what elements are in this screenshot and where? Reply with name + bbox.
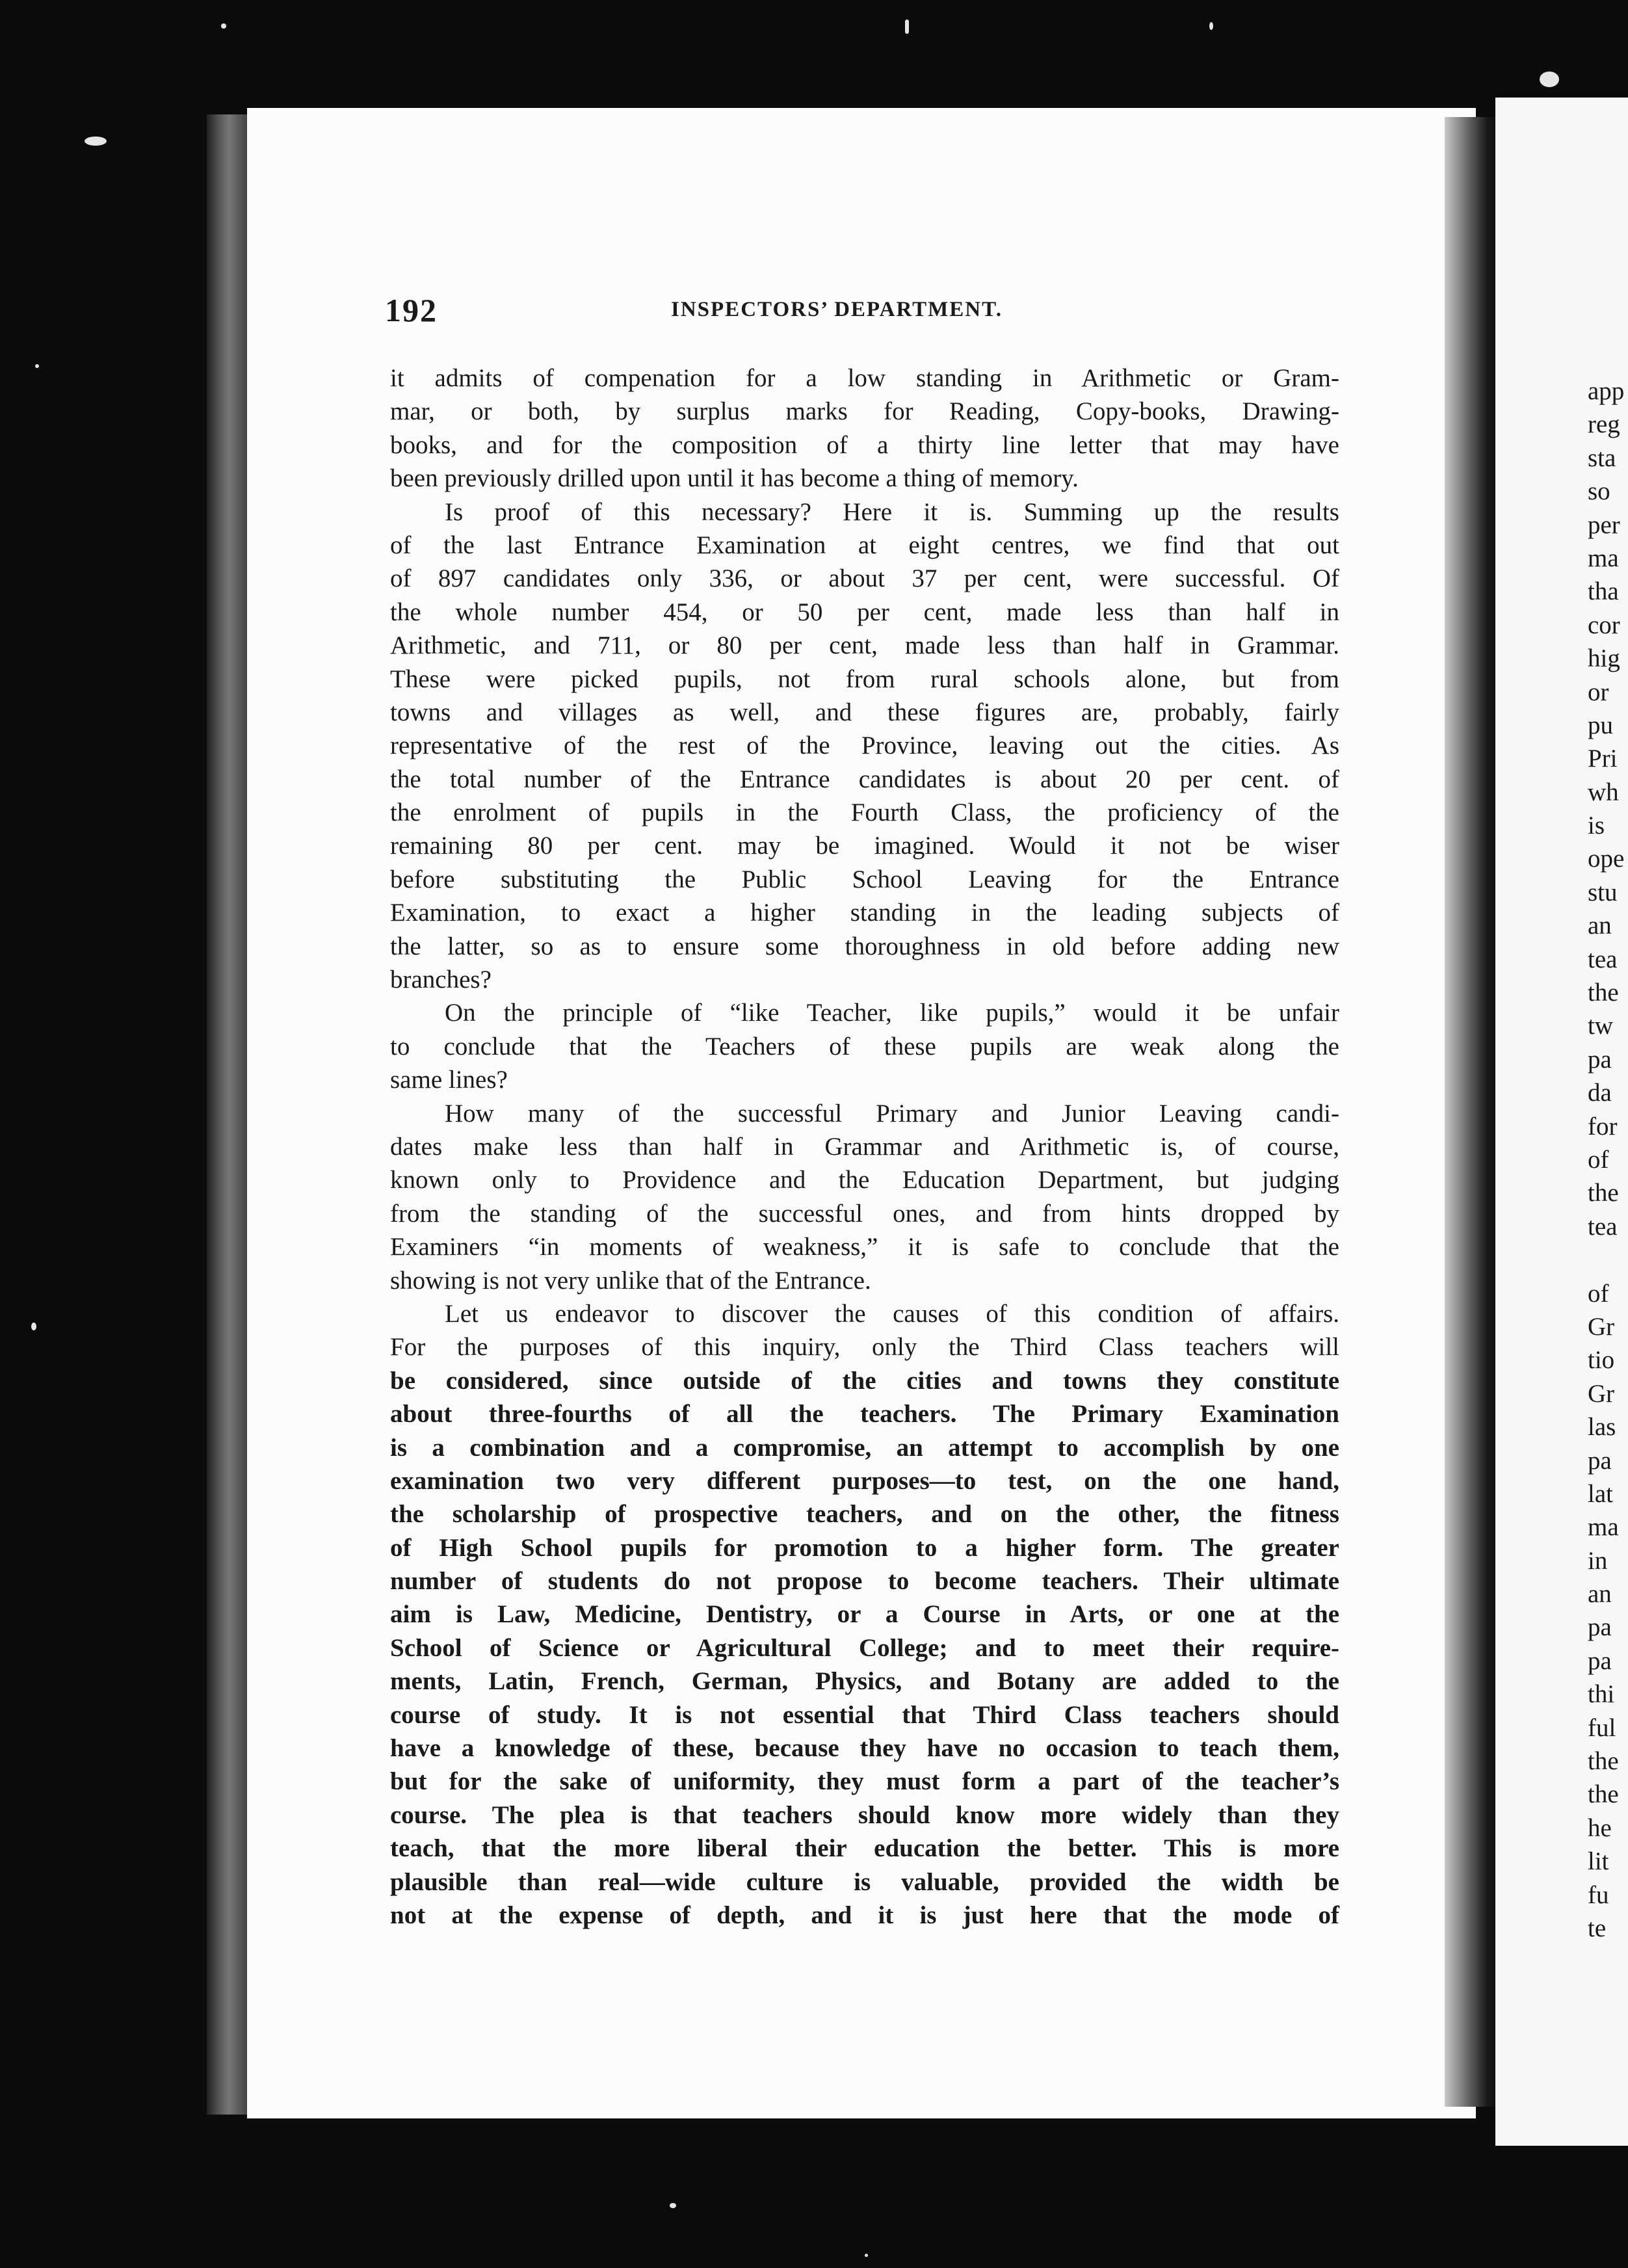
facing-page-fragment: he: [1588, 1813, 1612, 1842]
text-line: Examiners “in moments of weakness,” it is safe to conclude that the: [390, 1233, 1339, 1261]
facing-page-fragment: or: [1588, 678, 1609, 706]
text-line: For the purposes of this inquiry, only the Third Class teachers will: [390, 1333, 1339, 1362]
facing-page-fragment: ma: [1588, 544, 1619, 572]
facing-page-fragment: pu: [1588, 711, 1613, 739]
page-number: 192: [385, 292, 438, 328]
text-line: be considered, since outside of the cities and towns they constitute: [390, 1366, 1339, 1395]
text-line: School of Science or Agricultural College; and to meet their require-: [390, 1633, 1339, 1662]
text-line: number of students do not propose to become teachers. Their ultimate: [390, 1567, 1339, 1596]
facing-page-fragment: tea: [1588, 945, 1618, 973]
text-line: These were picked pupils, not from rural schools alone, but from: [390, 665, 1339, 693]
text-line: about three-fourths of all the teachers. The Primary Examination: [390, 1400, 1339, 1429]
facing-page-fragment: is: [1588, 811, 1605, 840]
facing-page-fragment: Gr: [1588, 1312, 1615, 1341]
facing-page-fragment: an: [1588, 1580, 1612, 1609]
facing-page-fragment: ope: [1588, 845, 1625, 873]
text-line: the whole number 454, or 50 per cent, made less than half in: [390, 598, 1339, 626]
text-line: aim is Law, Medicine, Dentistry, or a Course in Arts, or one at the: [390, 1600, 1339, 1629]
text-line: it admits of compenation for a low standing in Arithmetic or Gram-: [390, 364, 1339, 392]
background-speck: [35, 364, 39, 368]
text-line: Let us endeavor to discover the causes of this condition of affairs.: [445, 1299, 1339, 1328]
facing-page-fragment: the: [1588, 1747, 1619, 1776]
text-line: been previously drilled upon until it has become a thing of memory.: [390, 464, 1079, 493]
text-line: the latter, so as to ensure some thoroughness in old before adding new: [390, 932, 1339, 960]
facing-page-fragment: las: [1588, 1413, 1616, 1442]
facing-page-fragment: the: [1588, 1179, 1619, 1207]
background-speck: [1209, 22, 1213, 30]
facing-page-fragment: tea: [1588, 1212, 1618, 1241]
text-line: teach, that the more liberal their education the better. This is more: [390, 1834, 1339, 1863]
background-speck: [221, 23, 226, 29]
facing-page-fragment: cor: [1588, 611, 1620, 639]
text-line: How many of the successful Primary and Junior Leaving candi-: [445, 1099, 1339, 1127]
body-text: [390, 362, 1339, 1932]
background-speck: [865, 2254, 868, 2257]
page-gutter: [1445, 117, 1501, 2107]
facing-page-fragment: lat: [1588, 1479, 1613, 1508]
facing-page-fragment: in: [1588, 1546, 1608, 1575]
text-line: plausible than real—wide culture is valuable, provided the width be: [390, 1867, 1339, 1896]
facing-page-fragment: stu: [1588, 878, 1618, 906]
facing-page-fragment: so: [1588, 477, 1610, 506]
paragraph-gap: [1588, 1243, 1628, 1276]
facing-page-fragment: te: [1588, 1914, 1607, 1942]
facing-page-fragment: tha: [1588, 577, 1619, 606]
facing-page-fragment: tw: [1588, 1012, 1613, 1040]
facing-page-text-fragments: [1588, 375, 1628, 1945]
text-line: examination two very different purposes—to test, on the one hand,: [390, 1466, 1339, 1495]
text-line: but for the sake of uniformity, they must form a part of the teacher’s: [390, 1767, 1339, 1796]
facing-page-fragment: app: [1588, 377, 1625, 405]
facing-page-fragment: for: [1588, 1112, 1618, 1141]
facing-page-fragment: da: [1588, 1079, 1612, 1107]
text-line: dates make less than half in Grammar and Arithmetic is, of course,: [390, 1132, 1339, 1161]
text-line: On the principle of “like Teacher, like pupils,” would it be unfair: [445, 999, 1339, 1027]
text-line: towns and villages as well, and these figures are, probably, fairly: [390, 698, 1339, 726]
facing-page-fragment: of: [1588, 1279, 1609, 1308]
text-line: same lines?: [390, 1066, 508, 1094]
facing-page-fragment: the: [1588, 979, 1619, 1007]
page-header: [385, 291, 1347, 337]
text-line: course. The plea is that teachers should know more widely than they: [390, 1800, 1339, 1829]
facing-page-fragment: lit: [1588, 1847, 1609, 1876]
text-line: is a combination and a compromise, an attempt to accomplish by one: [390, 1433, 1339, 1462]
facing-page-fragment: tio: [1588, 1346, 1615, 1375]
facing-page-fragment: of: [1588, 1145, 1609, 1174]
running-head: INSPECTORS’ DEPARTMENT.: [671, 298, 1003, 321]
facing-page-fragment: pa: [1588, 1446, 1612, 1475]
background-speck: [905, 20, 909, 34]
text-line: Arithmetic, and 711, or 80 per cent, made less than half in Grammar.: [390, 631, 1339, 660]
facing-page-fragment: Pri: [1588, 745, 1618, 773]
text-line: have a knowledge of these, because they have no occasion to teach them,: [390, 1734, 1339, 1763]
facing-page-fragment: reg: [1588, 410, 1620, 439]
facing-page-fragment: ful: [1588, 1713, 1616, 1742]
text-line: the total number of the Entrance candidates is about 20 per cent. of: [390, 765, 1339, 793]
facing-page-fragment: ma: [1588, 1513, 1619, 1542]
facing-page-fragment: the: [1588, 1780, 1619, 1809]
text-line: books, and for the composition of a thirty line letter that may have: [390, 430, 1339, 459]
text-line: the scholarship of prospective teachers, and on the other, the fitness: [390, 1500, 1339, 1529]
text-line: of the last Entrance Examination at eight centres, we find that out: [390, 531, 1339, 559]
text-line: before substituting the Public School Leaving for the Entrance: [390, 865, 1339, 893]
facing-page-fragment: pa: [1588, 1646, 1612, 1675]
text-line: Is proof of this necessary? Here it is. Summing up the results: [445, 497, 1339, 526]
text-line: not at the expense of depth, and it is just here that the mode of: [390, 1901, 1339, 1929]
facing-page-fragment: per: [1588, 510, 1620, 539]
facing-page-fragment: thi: [1588, 1680, 1615, 1709]
text-line: Examination, to exact a higher standing in the leading subjects of: [390, 899, 1339, 927]
text-line: course of study. It is not essential that Third Class teachers should: [390, 1700, 1339, 1729]
facing-page-fragment: hig: [1588, 644, 1620, 673]
text-line: the enrolment of pupils in the Fourth Class, the proficiency of the: [390, 798, 1339, 827]
book-edge: [207, 114, 247, 2115]
text-line: of 897 candidates only 336, or about 37 per cent, were successful. Of: [390, 564, 1339, 593]
facing-page-fragment: pa: [1588, 1045, 1612, 1074]
facing-page-fragment: an: [1588, 912, 1612, 940]
text-line: ments, Latin, French, German, Physics, and Botany are added to the: [390, 1667, 1339, 1696]
text-line: of High School pupils for promotion to a higher form. The greater: [390, 1533, 1339, 1562]
text-line: mar, or both, by surplus marks for Reading, Copy-books, Drawing-: [390, 397, 1339, 426]
facing-page-fragment: sta: [1588, 443, 1616, 472]
text-line: known only to Providence and the Education Department, but judging: [390, 1166, 1339, 1194]
facing-page-fragment: pa: [1588, 1613, 1612, 1642]
text-line: from the standing of the successful ones, and from hints dropped by: [390, 1199, 1339, 1228]
background-speck: [1540, 72, 1559, 87]
text-line: showing is not very unlike that of the Entrance.: [390, 1266, 871, 1295]
text-line: representative of the rest of the Province, leaving out the cities. As: [390, 732, 1339, 760]
facing-page-fragment: wh: [1588, 778, 1619, 806]
text-line: remaining 80 per cent. may be imagined. Would it not be wiser: [390, 832, 1339, 860]
facing-page-fragment: Gr: [1588, 1379, 1615, 1408]
text-line: to conclude that the Teachers of these pupils are weak along the: [390, 1032, 1339, 1061]
facing-page-fragment: fu: [1588, 1880, 1609, 1909]
background-speck: [31, 1323, 36, 1330]
background-speck: [670, 2203, 676, 2208]
text-line: branches?: [390, 966, 492, 994]
background-speck: [85, 137, 107, 146]
